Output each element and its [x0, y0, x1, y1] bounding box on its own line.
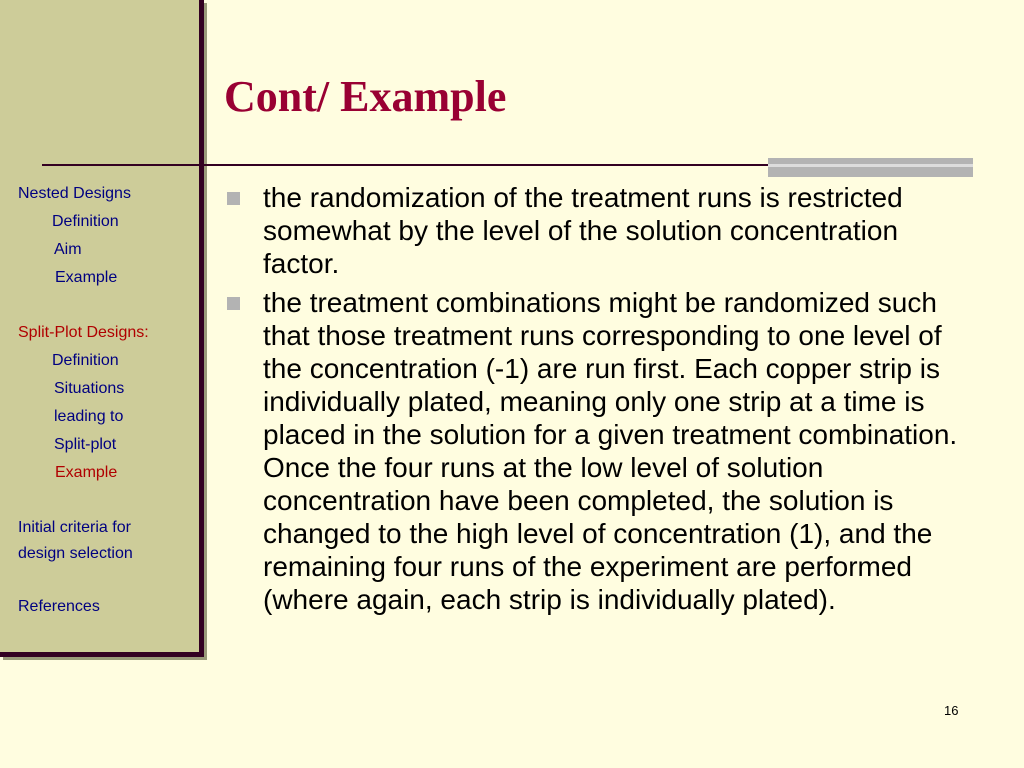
decorative-bars	[768, 158, 973, 180]
nav-nested-aim[interactable]: Aim	[54, 241, 82, 258]
sidebar-nav	[0, 0, 199, 652]
nav-initial-criteria[interactable]: Initial criteria for	[18, 519, 131, 536]
title-divider	[200, 164, 770, 166]
nav-leading-to[interactable]: leading to	[54, 408, 124, 425]
nav-nested-designs[interactable]: Nested Designs	[18, 185, 131, 202]
square-bullet-icon	[227, 192, 240, 205]
nav-situations[interactable]: Situations	[54, 380, 125, 397]
nav-references[interactable]: References	[18, 598, 100, 615]
nav-nested-example[interactable]: Example	[55, 269, 118, 286]
nav-split-example[interactable]: Example	[55, 464, 118, 481]
nav-split-plot-designs[interactable]: Split-Plot Designs:	[18, 324, 149, 341]
bullet-item	[225, 286, 965, 616]
nav-nested-definition[interactable]: Definition	[52, 213, 119, 230]
nav-split-definition[interactable]: Definition	[52, 352, 119, 369]
slide-body	[225, 181, 965, 622]
bullet-text: the randomization of the treatment runs is restricted somewhat by the level of the solution concentration factor.	[263, 182, 903, 279]
square-bullet-icon	[227, 297, 240, 310]
nav-split-plot[interactable]: Split-plot	[54, 436, 117, 453]
page-number: 16	[944, 703, 959, 718]
nav-design-selection[interactable]: design selection	[18, 545, 133, 562]
bullet-item	[225, 181, 965, 280]
slide-title: Cont/ Example	[224, 72, 507, 121]
bullet-text: the treatment combinations might be randomized such that those treatment runs corresponding to one level of the concentration (-1) are run first. Each copper strip is individually plated, meaning only one strip at a time is placed in the solution for a given treatment combination. Once the four runs at the low level of solution concentration have been completed, the solution is changed to the high level of concentration (1), and the remaining four runs of the experiment are performed (where again, each strip is individually plated).	[263, 287, 958, 615]
